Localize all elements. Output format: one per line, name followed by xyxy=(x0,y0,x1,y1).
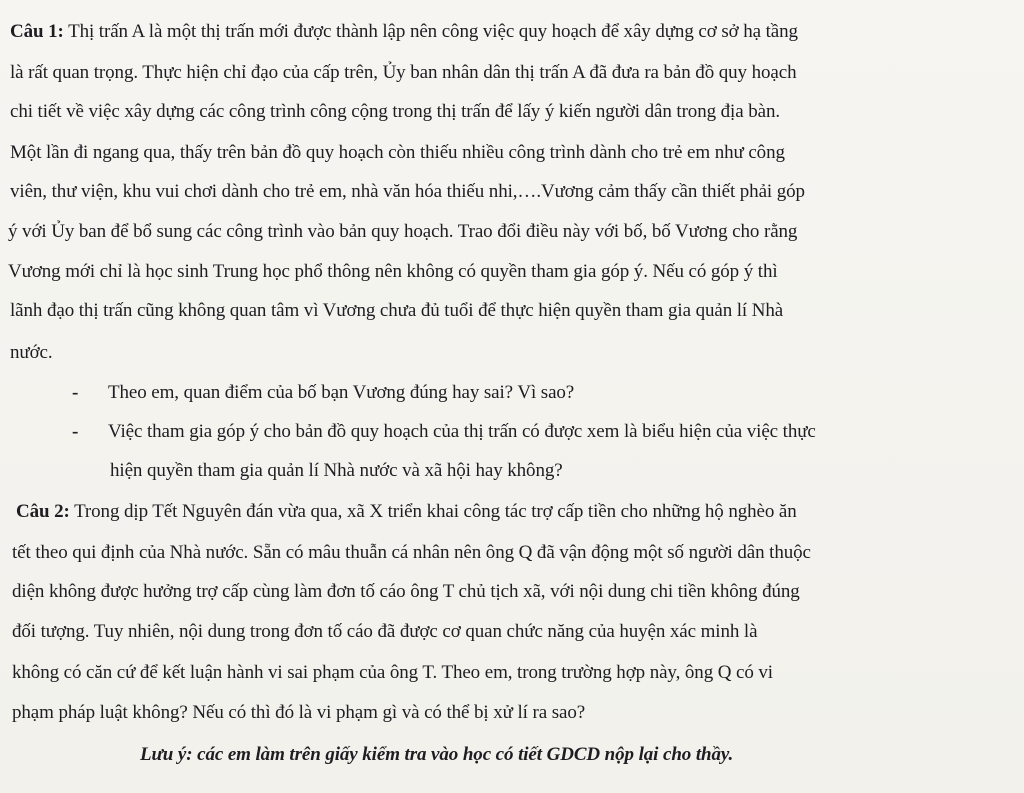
bullet-2-line-2: hiện quyền tham gia quản lí Nhà nước và xã hội hay không? xyxy=(110,460,563,481)
q2-line-6: phạm pháp luật không? Nếu có thì đó là vi phạm gì và có thể bị xử lí ra sao? xyxy=(12,702,586,723)
q1-line-8: lãnh đạo thị trấn cũng không quan tâm vì Vương chưa đủ tuổi để thực hiện quyền tham gia quản lí Nhà xyxy=(10,300,784,321)
q1-line-3: chi tiết về việc xây dựng các công trình công cộng trong thị trấn để lấy ý kiến người dân trong địa bàn. xyxy=(10,101,780,122)
q1-line-7: Vương mới chỉ là học sinh Trung học phổ thông nên không có quyền tham gia góp ý. Nếu có góp ý thì xyxy=(8,261,778,282)
q2-line-3: diện không được hưởng trợ cấp cùng làm đơn tố cáo ông T chủ tịch xã, với nội dung chi tiền không đúng xyxy=(12,581,800,602)
q1-line-6: ý với Ủy ban để bổ sung các công trình vào bản quy hoạch. Trao đổi điều này với bố, bố Vương cho rằng xyxy=(8,221,798,242)
bullet-1-dash: - xyxy=(72,382,79,403)
q2-line-4: đối tượng. Tuy nhiên, nội dung trong đơn tố cáo đã được cơ quan chức năng của huyện xác minh là xyxy=(12,621,758,642)
q2-line-1: Câu 2: Trong dịp Tết Nguyên đán vừa qua, xã X triển khai công tác trợ cấp tiền cho những hộ nghèo ăn xyxy=(16,501,797,522)
q2-line-5: không có căn cứ để kết luận hành vi sai phạm của ông T. Theo em, trong trường hợp này, ông Q có vi xyxy=(12,662,773,683)
q2-label: Câu 2: xyxy=(16,501,70,522)
bullet-2-line-1: Việc tham gia góp ý cho bản đồ quy hoạch của thị trấn có được xem là biểu hiện của việc thực xyxy=(108,421,816,442)
q1-label: Câu 1: xyxy=(10,21,64,42)
q1-line-2: là rất quan trọng. Thực hiện chỉ đạo của cấp trên, Ủy ban nhân dân thị trấn A đã đưa ra bản đồ quy hoạch xyxy=(10,62,797,83)
q2-line-2: tết theo qui định của Nhà nước. Sẵn có mâu thuẫn cá nhân nên ông Q đã vận động một số người dân thuộc xyxy=(12,542,811,563)
q1-line-5: viên, thư viện, khu vui chơi dành cho trẻ em, nhà văn hóa thiếu nhi,….Vương cảm thấy cần thiết phải góp xyxy=(10,181,805,202)
q1-line-9: nước. xyxy=(10,342,53,363)
bullet-1-text: Theo em, quan điểm của bố bạn Vương đúng hay sai? Vì sao? xyxy=(108,382,575,403)
q1-line-1: Câu 1: Thị trấn A là một thị trấn mới được thành lập nên công việc quy hoạch để xây dựng cơ sở hạ tầng xyxy=(10,21,798,42)
teacher-note: Lưu ý: các em làm trên giấy kiểm tra vào học có tiết GDCD nộp lại cho thầy. xyxy=(140,744,734,765)
q1-line-4: Một lần đi ngang qua, thấy trên bản đồ quy hoạch còn thiếu nhiều công trình dành cho trẻ em như công xyxy=(10,142,785,163)
bullet-2-dash: - xyxy=(72,421,79,442)
